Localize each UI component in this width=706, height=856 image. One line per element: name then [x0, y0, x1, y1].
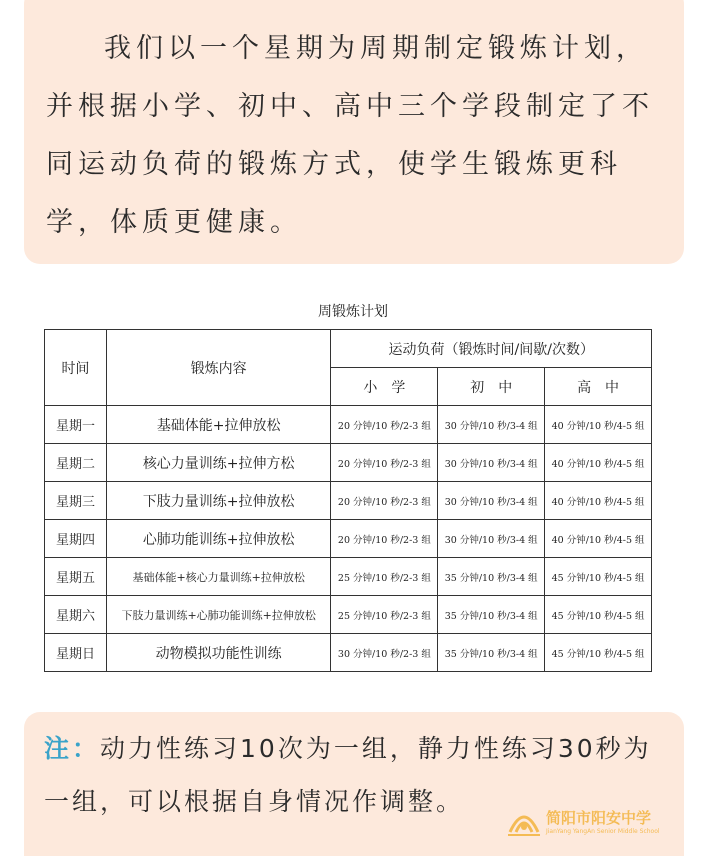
- table-row: [45, 520, 652, 558]
- note-text: 动力性练习10次为一组，静力性练习30秒为一组，可以根据自身情况作调整。: [44, 734, 652, 816]
- row-content: 核心力量训练+拉伸方松: [106, 444, 331, 482]
- header-junior: 初 中: [438, 368, 545, 406]
- school-watermark: [506, 806, 696, 842]
- row-junior-load: 30 分钟/10 秒/3-4 组: [438, 482, 545, 520]
- row-day: 星期四: [45, 520, 107, 558]
- row-content: 心肺功能训练+拉伸放松: [106, 520, 331, 558]
- row-primary-load: 25 分钟/10 秒/2-3 组: [331, 596, 438, 634]
- row-primary-load: 20 分钟/10 秒/2-3 组: [331, 482, 438, 520]
- table-row: [45, 406, 652, 444]
- row-day: 星期五: [45, 558, 107, 596]
- row-content: 下肢力量训练+拉伸放松: [106, 482, 331, 520]
- school-name: 简阳市阳安中学: [546, 809, 652, 827]
- row-primary-load: 20 分钟/10 秒/2-3 组: [331, 444, 438, 482]
- intro-paragraph: 我们以一个星期为周期制定锻炼计划，并根据小学、初中、高中三个学段制定了不同运动负荷的锻炼方式，使学生锻炼更科学，体质更健康。: [46, 33, 654, 238]
- row-day: 星期日: [45, 634, 107, 672]
- table-row: [45, 634, 652, 672]
- row-content: 动物模拟功能性训练: [106, 634, 331, 672]
- row-content: 下肢力量训练+心肺功能训练+拉伸放松: [106, 596, 331, 634]
- row-junior-load: 35 分钟/10 秒/3-4 组: [438, 596, 545, 634]
- row-senior-load: 45 分钟/10 秒/4-5 组: [545, 596, 652, 634]
- row-day: 星期三: [45, 482, 107, 520]
- intro-card: [24, 0, 684, 264]
- table-row: [45, 482, 652, 520]
- header-load: 运动负荷（锻炼时间/间歇/次数）: [331, 330, 652, 368]
- row-junior-load: 30 分钟/10 秒/3-4 组: [438, 406, 545, 444]
- row-day: 星期六: [45, 596, 107, 634]
- row-content: 基础体能+拉伸放松: [106, 406, 331, 444]
- table-row: [45, 558, 652, 596]
- row-junior-load: 35 分钟/10 秒/3-4 组: [438, 558, 545, 596]
- row-senior-load: 40 分钟/10 秒/4-5 组: [545, 482, 652, 520]
- school-logo-icon: [506, 808, 542, 838]
- row-senior-load: 40 分钟/10 秒/4-5 组: [545, 406, 652, 444]
- row-day: 星期一: [45, 406, 107, 444]
- row-content: 基础体能+核心力量训练+拉伸放松: [106, 558, 331, 596]
- row-junior-load: 35 分钟/10 秒/3-4 组: [438, 634, 545, 672]
- row-senior-load: 45 分钟/10 秒/4-5 组: [545, 558, 652, 596]
- row-senior-load: 40 分钟/10 秒/4-5 组: [545, 444, 652, 482]
- table-row: [45, 596, 652, 634]
- note-label: 注：: [44, 734, 101, 763]
- header-content: 锻炼内容: [106, 330, 331, 406]
- school-name-english: JianYang YangAn Senior Middle School: [546, 828, 660, 835]
- row-senior-load: 40 分钟/10 秒/4-5 组: [545, 520, 652, 558]
- table-row: [45, 444, 652, 482]
- row-primary-load: 25 分钟/10 秒/2-3 组: [331, 558, 438, 596]
- row-primary-load: 20 分钟/10 秒/2-3 组: [331, 406, 438, 444]
- row-primary-load: 20 分钟/10 秒/2-3 组: [331, 520, 438, 558]
- row-senior-load: 45 分钟/10 秒/4-5 组: [545, 634, 652, 672]
- header-time: 时间: [45, 330, 107, 406]
- table-title: 周锻炼计划: [318, 304, 388, 320]
- row-primary-load: 30 分钟/10 秒/2-3 组: [331, 634, 438, 672]
- weekly-plan-table: [44, 329, 652, 672]
- row-junior-load: 30 分钟/10 秒/3-4 组: [438, 444, 545, 482]
- row-junior-load: 30 分钟/10 秒/3-4 组: [438, 520, 545, 558]
- header-senior: 高 中: [545, 368, 652, 406]
- row-day: 星期二: [45, 444, 107, 482]
- header-primary: 小 学: [331, 368, 438, 406]
